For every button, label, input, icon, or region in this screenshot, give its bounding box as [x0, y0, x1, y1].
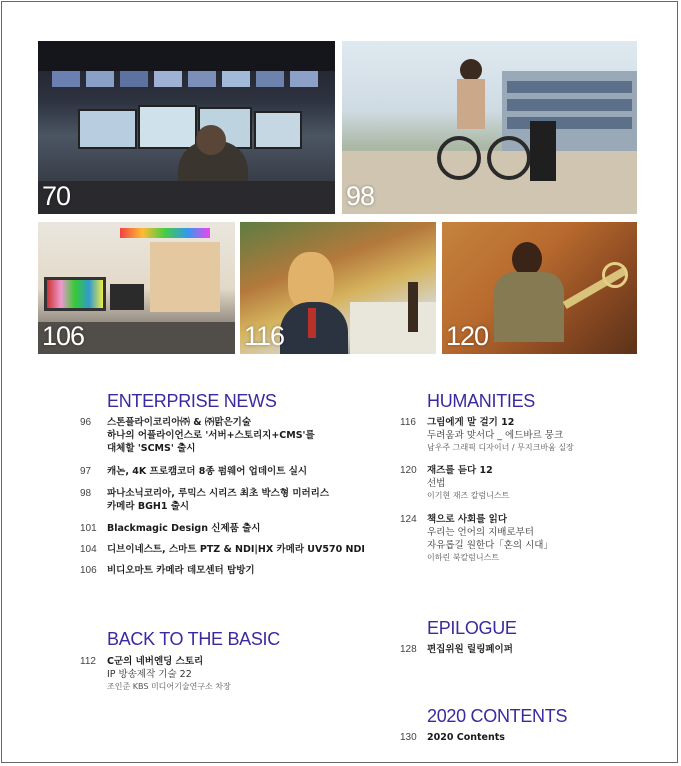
- toc-entry-title: 디브이네스트, 스마트 PTZ & NDI|HX 카메라 UV570 NDI: [107, 544, 365, 555]
- toc-entry-title: 하나의 어플라이언스로 '서버+스토리지+CMS'를: [107, 430, 315, 441]
- photo-control-room: [38, 41, 335, 214]
- toc-page-number: 112: [80, 656, 96, 667]
- toc-page-number: 120: [400, 465, 417, 476]
- section-title-epilogue: EPILOGUE: [427, 618, 517, 638]
- photo-jazz-trumpeter: [442, 222, 637, 354]
- toc-entry-subtitle: 두려움과 맞서다 _ 에드바르 뭉크: [427, 430, 564, 441]
- toc-entry-title: 재즈를 듣다 12: [427, 465, 493, 476]
- toc-entry-title: 파나소닉코리아, 루믹스 시리즈 최초 박스형 미러리스: [107, 488, 330, 499]
- toc-entry-author: 조인준 KBS 미디어기술연구소 차장: [107, 682, 231, 691]
- toc-page-number: 106: [80, 565, 97, 576]
- section-title-2020-contents: 2020 CONTENTS: [427, 706, 568, 726]
- photo-munch-painting: [240, 222, 436, 354]
- toc-page-number: 104: [80, 544, 97, 555]
- toc-page-number: 130: [400, 732, 417, 743]
- photo-demo-center: [38, 222, 235, 354]
- section-title-enterprise-news: ENTERPRISE NEWS: [107, 391, 277, 411]
- toc-page-number: 116: [400, 417, 416, 428]
- toc-page-number: 124: [400, 514, 417, 525]
- toc-entry-subtitle: IP 방송제작 기술 22: [107, 669, 192, 680]
- toc-entry-title: 캐논, 4K 프로캠코더 8종 펌웨어 업데이트 실시: [107, 466, 308, 477]
- page-number-106: 106: [42, 321, 85, 351]
- page-number-116: 116: [244, 321, 285, 351]
- toc-page-number: 98: [80, 488, 92, 499]
- toc-entry-title: C군의 네버엔딩 스토리: [107, 656, 204, 667]
- toc-entry-title: 스톤플라이코리아㈜ & ㈜맑은기술: [107, 417, 252, 428]
- toc-entry-title: 비디오마트 카메라 데모센터 탐방기: [107, 565, 255, 576]
- section-title-humanities: HUMANITIES: [427, 391, 536, 411]
- section-title-back-to-the-basic: BACK TO THE BASIC: [107, 629, 280, 649]
- toc-entry-author: 이기현 재즈 칼럼니스트: [427, 491, 510, 500]
- page-number-120: 120: [446, 321, 489, 351]
- toc-entry-subtitle: 선법: [427, 478, 446, 489]
- toc-entry-title: Blackmagic Design 신제품 출시: [107, 523, 261, 534]
- toc-entry-title: 그림에게 말 걸기 12: [427, 417, 515, 428]
- toc-entry-author: 이하린 북칼럼니스트: [427, 553, 500, 562]
- toc-entry-subtitle: 자유롭길 원한다「혼의 시대」: [427, 540, 553, 551]
- page-number-98: 98: [346, 181, 375, 211]
- page-number-70: 70: [42, 181, 71, 211]
- toc-entry-title: 카메라 BGH1 출시: [107, 501, 190, 512]
- toc-entry-title: 책으로 사회를 읽다: [427, 514, 508, 525]
- toc-page-number: 128: [400, 644, 417, 655]
- photo-bmx-rider: [342, 41, 637, 214]
- toc-entry-title: 대체할 'SCMS' 출시: [107, 443, 196, 454]
- toc-entry-title: 2020 Contents: [427, 732, 505, 743]
- toc-entry-subtitle: 우리는 언어의 지배로부터: [427, 527, 534, 538]
- toc-page-number: 101: [80, 523, 97, 534]
- toc-entry-author: 남우주 그래픽 디자이너 / 무지크바움 실장: [427, 443, 574, 452]
- toc-page-number: 96: [80, 417, 92, 428]
- toc-page-number: 97: [80, 466, 92, 477]
- toc-entry-title: 편집위원 릴링페이퍼: [427, 644, 513, 655]
